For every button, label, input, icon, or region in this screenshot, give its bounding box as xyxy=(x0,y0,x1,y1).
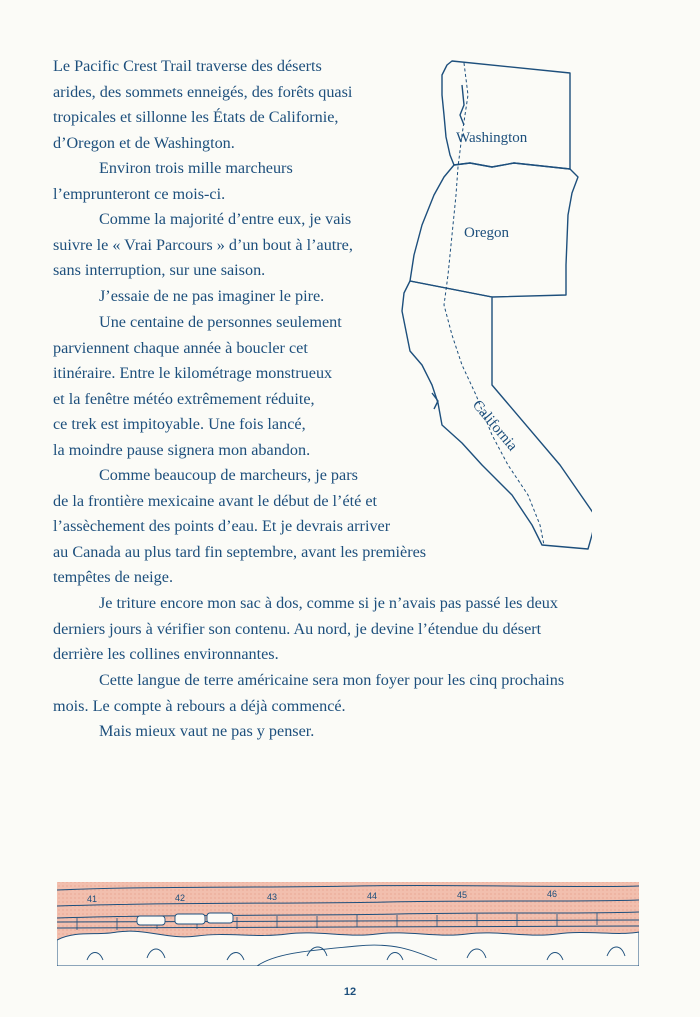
paragraph-3 xyxy=(53,207,353,284)
mile-marker: 45 xyxy=(457,890,468,900)
landscape-illustration xyxy=(57,880,639,966)
text-line: Cette langue de terre américaine sera mon foyer pour les cinq prochains xyxy=(99,671,565,689)
text-line: Comme beaucoup de marcheurs, je pars xyxy=(99,466,358,484)
mile-marker: 41 xyxy=(87,894,98,904)
west-coast-map xyxy=(392,55,592,560)
car xyxy=(207,913,233,923)
hills xyxy=(57,931,639,966)
paragraph-9 xyxy=(53,719,314,745)
paragraph-1 xyxy=(53,54,352,156)
paragraph-4 xyxy=(53,284,324,310)
text-line: Environ trois mille marcheurs xyxy=(99,159,293,177)
paragraph-5 xyxy=(53,310,342,464)
text-line: Comme la majorité d’entre eux, je vais xyxy=(99,210,352,228)
text-line: d’Oregon et de Washington. xyxy=(53,133,235,152)
paragraph-8 xyxy=(53,668,564,719)
paragraph-6 xyxy=(53,463,426,591)
text-line: mois. Le compte à rebours a déjà commencé. xyxy=(53,696,346,715)
label-california: California xyxy=(468,397,521,455)
text-line: et la fenêtre météo extrêmement réduite, xyxy=(53,389,315,408)
label-oregon: Oregon xyxy=(464,225,509,241)
text-line: sans interruption, sur une saison. xyxy=(53,261,266,280)
text-line: Mais mieux vaut ne pas y penser. xyxy=(99,722,315,740)
text-line: l’assèchement des points d’eau. Et je devrais arriver xyxy=(53,517,391,536)
text-line: derniers jours à vérifier son contenu. Au nord, je devine l’étendue du désert xyxy=(53,619,542,638)
mile-marker: 46 xyxy=(547,889,558,899)
text-line: tropicales et sillonne les États de Californie, xyxy=(53,108,339,127)
text-line: au Canada au plus tard fin septembre, avant les premières xyxy=(53,542,427,561)
text-line: arides, des sommets enneigés, des forêts quasi xyxy=(53,82,353,101)
mile-marker: 43 xyxy=(267,892,278,902)
page-number: 12 xyxy=(343,986,357,998)
text-line: derrière les collines environnantes. xyxy=(53,645,279,664)
text-line: ce trek est impitoyable. Une fois lancé, xyxy=(53,415,306,434)
text-line: J’essaie de ne pas imaginer le pire. xyxy=(99,287,325,305)
text-line: tempêtes de neige. xyxy=(53,568,174,587)
mile-marker: 44 xyxy=(367,891,378,901)
car xyxy=(175,914,205,924)
text-line: Le Pacific Crest Trail traverse des déserts xyxy=(53,57,322,75)
text-line: Je triture encore mon sac à dos, comme si je n’avais pas passé les deux xyxy=(99,594,558,612)
text-line: suivre le « Vrai Parcours » d’un bout à l’autre, xyxy=(53,235,353,254)
text-line: Une centaine de personnes seulement xyxy=(99,313,342,331)
puget-sound xyxy=(460,85,464,125)
paragraph-7 xyxy=(53,591,558,668)
text-line: de la frontière mexicaine avant le début de l’été et xyxy=(53,491,378,510)
car xyxy=(137,916,165,925)
text-line: l’emprunteront ce mois-ci. xyxy=(53,184,226,203)
mile-marker: 42 xyxy=(175,893,186,903)
text-line: la moindre pause signera mon abandon. xyxy=(53,440,311,459)
washington-outline xyxy=(442,61,570,169)
label-washington: Washington xyxy=(456,130,528,146)
text-line: itinéraire. Entre le kilométrage monstrueux xyxy=(53,364,333,383)
paragraph-2 xyxy=(53,156,293,207)
text-line: parviennent chaque année à boucler cet xyxy=(53,338,308,357)
